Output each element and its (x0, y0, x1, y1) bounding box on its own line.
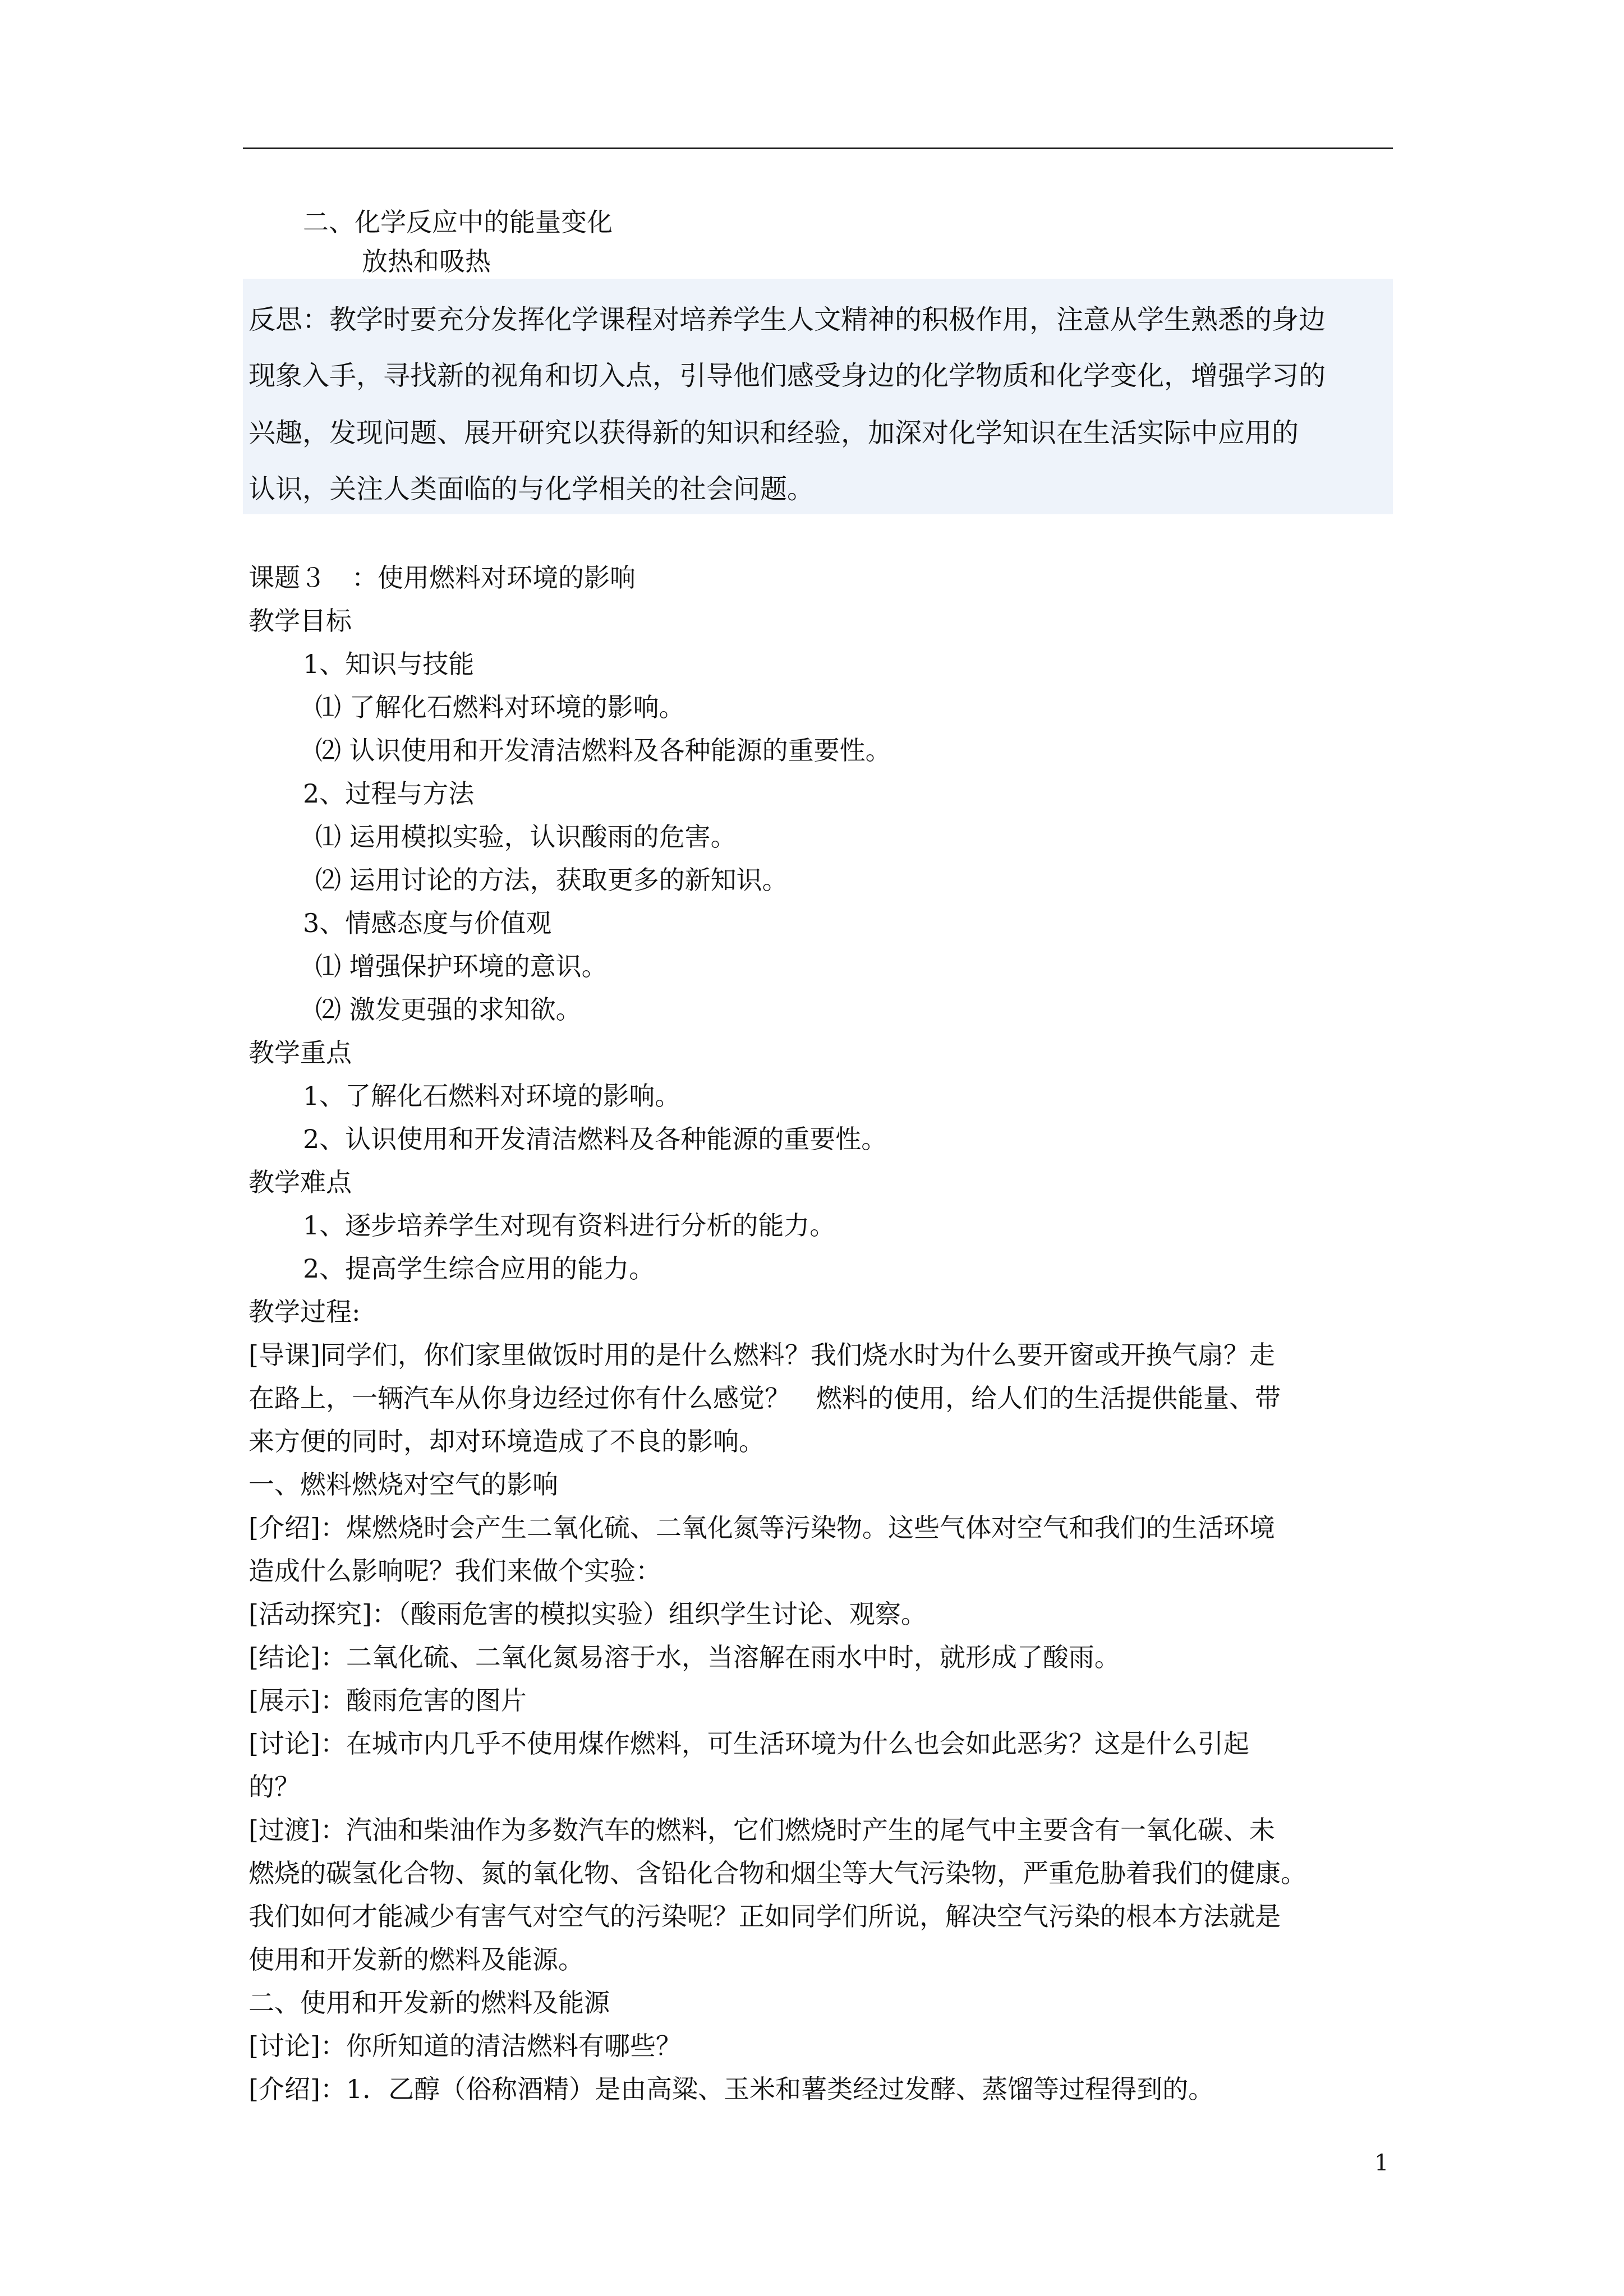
reflection-line: 现象入手，寻找新的视角和切入点，引导他们感受身边的化学物质和化学变化，增强学习的 (249, 360, 1326, 391)
objective-item: ⑴ 了解化石燃料对环境的影响。 (315, 692, 685, 722)
subheading: 放热和吸热 (362, 246, 491, 276)
page-number: 1 (1374, 2150, 1389, 2176)
paragraph-line: 使用和开发新的燃料及能源。 (249, 1944, 584, 1975)
objective-heading: 1、知识与技能 (303, 649, 475, 679)
paragraph-line: [介绍]：煤燃烧时会产生二氧化硫、二氧化氮等污染物。这些气体对空气和我们的生活环境 (249, 1513, 1275, 1543)
objective-heading: 3、情感态度与价值观 (303, 908, 552, 938)
paragraph-line: 来方便的同时，却对环境造成了不良的影响。 (249, 1426, 765, 1456)
paragraph-line: 我们如何才能减少有害气对空气的污染呢？正如同学们所说，解决空气污染的根本方法就是 (249, 1901, 1281, 1931)
objective-item: ⑵ 激发更强的求知欲。 (315, 994, 582, 1025)
section-heading: 二、使用和开发新的燃料及能源 (249, 1988, 610, 2018)
section-label: 教学难点 (249, 1167, 352, 1197)
reflection-line: 反思：教学时要充分发挥化学课程对培养学生人文精神的积极作用，注意从学生熟悉的身边 (249, 304, 1326, 335)
paragraph-line: 在路上，一辆汽车从你身边经过你有什么感觉？ 燃料的使用，给人们的生活提供能量、带 (249, 1383, 1281, 1413)
section-heading: 一、燃料燃烧对空气的影响 (249, 1469, 558, 1500)
key-point-item: 2、认识使用和开发清洁燃料及各种能源的重要性。 (303, 1124, 887, 1154)
objective-item: ⑴ 运用模拟实验，认识酸雨的危害。 (315, 822, 737, 852)
section-label: 教学重点 (249, 1038, 352, 1068)
paragraph-line: [展示]：酸雨危害的图片 (249, 1685, 527, 1716)
paragraph-line: 的？ (249, 1772, 300, 1802)
header-rule (243, 147, 1393, 149)
paragraph-line: [介绍]：1．乙醇（俗称酒精）是由高粱、玉米和薯类经过发酵、蒸馏等过程得到的。 (249, 2074, 1214, 2104)
paragraph-line: [讨论]：在城市内几乎不使用煤作燃料，可生活环境为什么也会如此恶劣？这是什么引起 (249, 1728, 1249, 1759)
section-heading: 二、化学反应中的能量变化 (303, 207, 613, 237)
section-label: 教学目标 (249, 606, 352, 636)
paragraph-line: 燃烧的碳氢化合物、氮的氧化物、含铅化合物和烟尘等大气污染物，严重危胁着我们的健康。 (249, 1858, 1306, 1888)
paragraph-line: [结论]：二氧化硫、二氧化氮易溶于水，当溶解在雨水中时，就形成了酸雨。 (249, 1642, 1120, 1672)
section-label: 教学过程: (249, 1297, 361, 1327)
objective-heading: 2、过程与方法 (303, 778, 475, 809)
difficulty-item: 1、逐步培养学生对现有资料进行分析的能力。 (303, 1210, 836, 1241)
paragraph-line: [活动探究]：（酸雨危害的模拟实验）组织学生讨论、观察。 (249, 1599, 927, 1629)
paragraph-line: [讨论]：你所知道的清洁燃料有哪些？ (249, 2031, 682, 2061)
objective-item: ⑵ 运用讨论的方法，获取更多的新知识。 (315, 865, 788, 895)
objective-item: ⑴ 增强保护环境的意识。 (315, 951, 608, 981)
paragraph-line: [过渡]：汽油和柴油作为多数汽车的燃料，它们燃烧时产生的尾气中主要含有一氧化碳、未 (249, 1815, 1275, 1845)
reflection-line: 认识，关注人类面临的与化学相关的社会问题。 (249, 473, 815, 505)
key-point-item: 1、了解化石燃料对环境的影响。 (303, 1081, 681, 1111)
objective-item: ⑵ 认识使用和开发清洁燃料及各种能源的重要性。 (315, 735, 891, 766)
reflection-line: 兴趣，发现问题、展开研究以获得新的知识和经验，加深对化学知识在生活实际中应用的 (249, 417, 1299, 449)
paragraph-line: [导课]同学们，你们家里做饭时用的是什么燃料？我们烧水时为什么要开窗或开换气扇？走 (249, 1340, 1275, 1370)
paragraph-line: 造成什么影响呢？我们来做个实验： (249, 1556, 661, 1586)
difficulty-item: 2、提高学生综合应用的能力。 (303, 1253, 655, 1284)
lesson-title: 课题３ ：使用燃料对环境的影响 (249, 563, 636, 593)
